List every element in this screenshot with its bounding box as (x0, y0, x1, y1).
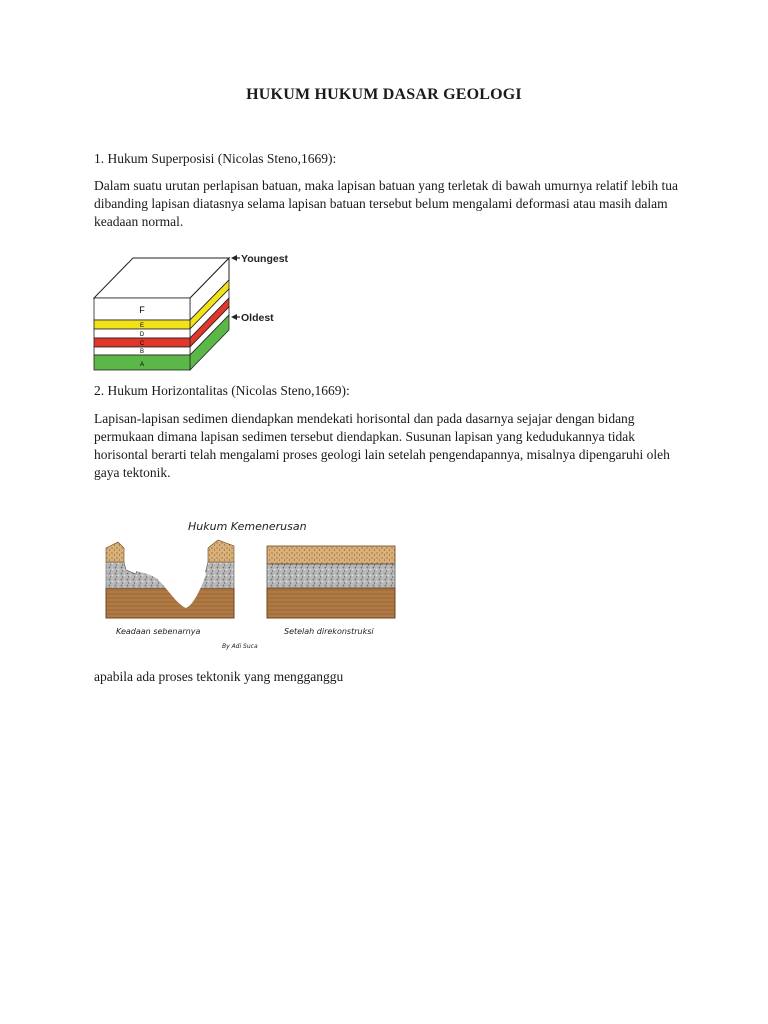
section-1-heading: 1. Hukum Superposisi (Nicolas Steno,1669): (94, 151, 337, 166)
superposition-diagram (92, 240, 292, 372)
continuity-diagram (96, 512, 406, 657)
youngest-arrow-icon (231, 255, 237, 261)
section-1-paragraph: Dalam suatu urutan perlapisan batuan, maka lapisan batuan yang terletak di bawah umurnya relatif lebih tua dibanding lapisan diatasnya selama lapisan batuan tersebut belum mengalami deformasi atau masih dalam keadaan normal. (94, 178, 679, 229)
document-title: HUKUM HUKUM DASAR GEOLOGI (246, 86, 522, 103)
section-2-paragraph: Lapisan-lapisan sedimen diendapkan mendekati horisontal dan pada dasarnya sejajar dengan bidang permukaan dimana lapisan sedimen tersebut diendapkan. Susunan lapisan yang kedudukannya tidak horisontal berarti telah mengalami proses geologi lain setelah pengendapannya, misalnya dipengaruhi oleh gaya tektonik. (94, 411, 670, 480)
letter-a: A (139, 362, 145, 368)
caption-before: Keadaan sebenarnya (116, 627, 201, 636)
youngest-label: Youngest (241, 253, 289, 265)
section-2-heading: 2. Hukum Horizontalitas (Nicolas Steno,1669): (94, 383, 350, 398)
oldest-label: Oldest (241, 312, 274, 324)
closing-text: apabila ada proses tektonik yang mengganggu (94, 669, 344, 684)
panel-before (106, 527, 234, 618)
caption-after: Setelah direkonstruksi (284, 627, 374, 636)
letter-e: E (139, 323, 145, 329)
letter-d: D (139, 332, 145, 338)
oldest-arrow-icon (231, 314, 237, 320)
letter-c: C (139, 341, 145, 347)
panel-after (267, 546, 395, 618)
letter-b: B (139, 349, 145, 355)
figure-2-title: Hukum Kemenerusan (188, 520, 307, 533)
letter-f: F (139, 305, 145, 315)
figure-credit: By Adi Suca (222, 643, 258, 650)
